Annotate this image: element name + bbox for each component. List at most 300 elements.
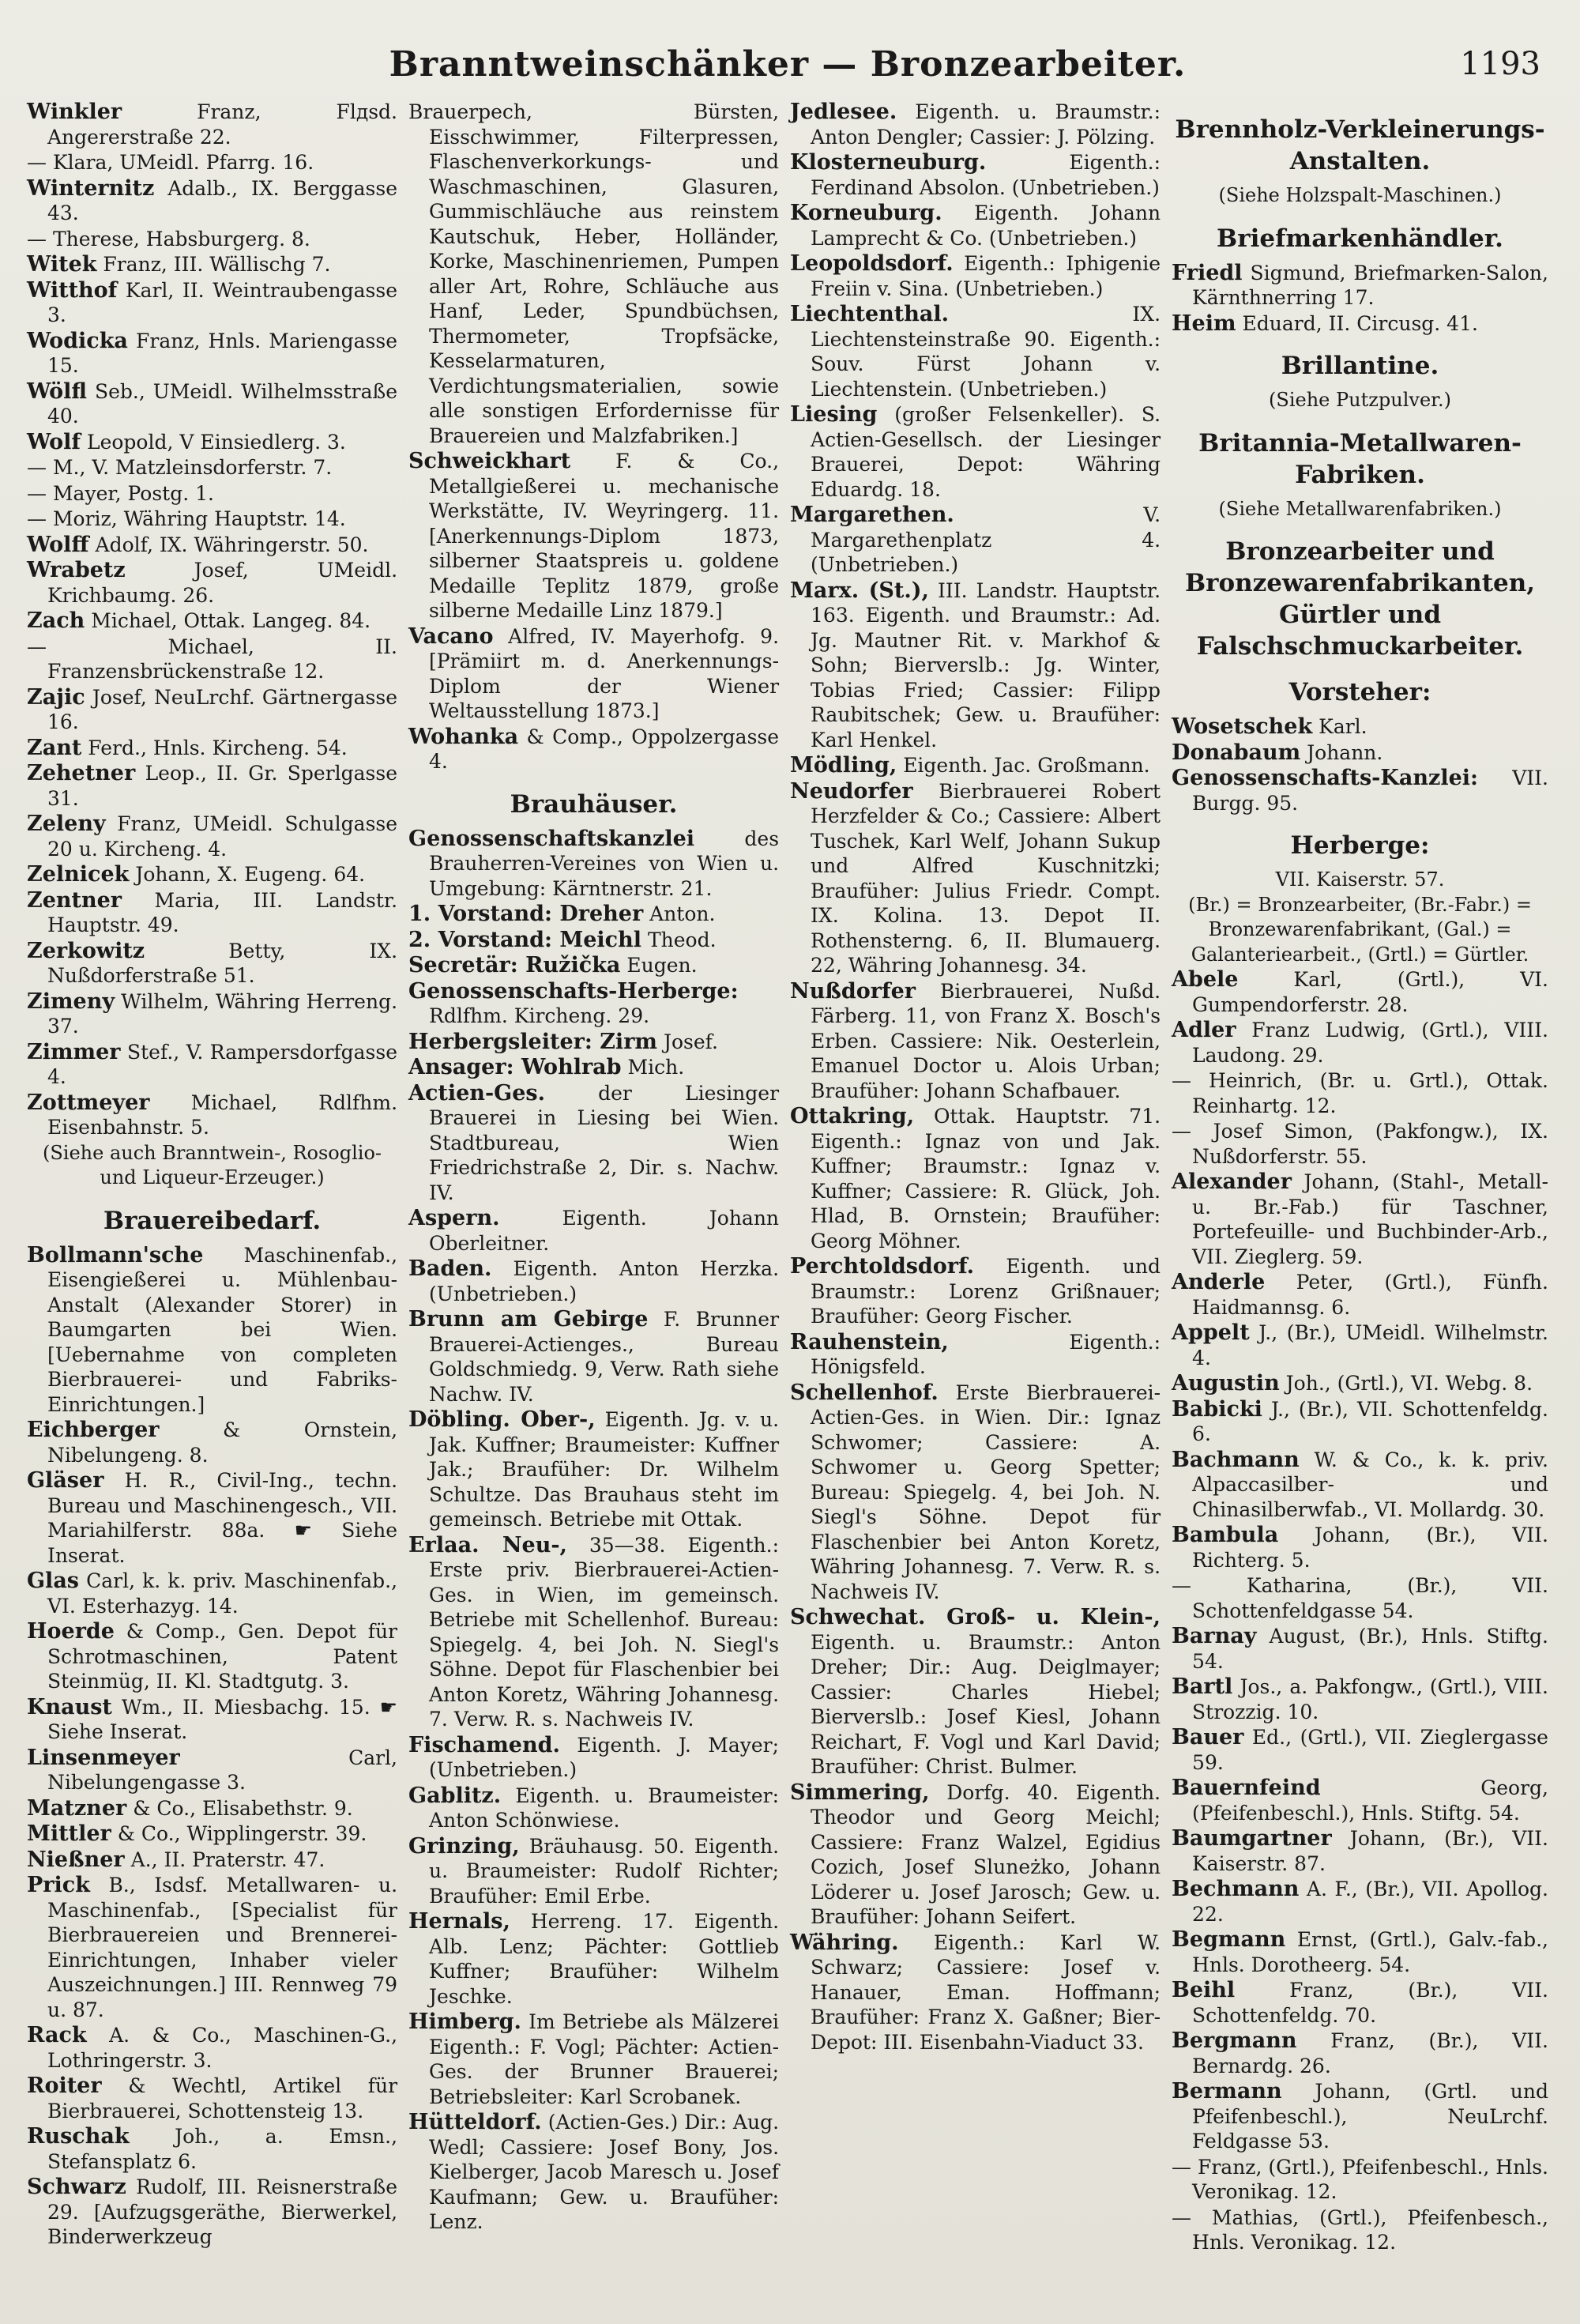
column-4 — [1172, 100, 1548, 2256]
column-1 — [27, 100, 397, 2256]
entry-name: 1. Vorstand: Dreher — [408, 902, 644, 926]
directory-entry — [1172, 1119, 1548, 1169]
entry-text: (Actien-Ges.) Dir.: Aug. Wedl; Cassiere: Josef Bony, Jos. Kielberger, Jacob Maresch u. Josef Kaufmann; Gew. u. Braufüher: Lenz. — [429, 2111, 780, 2233]
directory-entry — [1172, 967, 1548, 1017]
entry-text: VII. Burgg. 95. — [1192, 767, 1548, 815]
directory-entry — [1172, 2079, 1548, 2154]
entry-text: Eigenth. J. Mayer; (Unbetrieben.) — [429, 1733, 780, 1781]
entry-text: des Brauherren-Vereines von Wien u. Umgebung: Kärntnerstr. 21. — [429, 827, 780, 900]
directory-entry — [27, 989, 397, 1039]
directory-entry — [1172, 311, 1548, 337]
entry-name: Brunn am Gebirge — [408, 1307, 649, 1331]
directory-entry — [27, 761, 397, 811]
entry-name: Donabaum — [1172, 740, 1301, 765]
entry-name: Nießner — [27, 1847, 125, 1872]
section-heading: Briefmarkenhändler. — [1217, 224, 1503, 253]
entry-text: — Klara, UMeidl. Pfarrg. 16. — [27, 151, 314, 174]
entry-text: Rdlfhm. Kircheng. 29. — [429, 1004, 650, 1027]
directory-entry — [27, 1821, 397, 1847]
entry-text: Maschinenfab., Eisengießerei u. Mühlenbau-Anstalt (Alexander Storer) in Baumgarten bei Wien. [Uebernahme von completen Bierbrauerei- und Fabriks-Einrichtungen.] — [47, 1243, 398, 1416]
directory-entry — [408, 1081, 779, 1206]
entry-name: Zelnicek — [27, 862, 130, 887]
entry-name: Mödling, — [790, 753, 897, 778]
entry-name: Bartl — [1172, 1674, 1233, 1699]
entry-text: B., Isdsf. Metallwaren- u. Maschinenfab., [Specialist für Bierbrauereien und Brennerei-Einrichtungen, Inhaber vieler Auszeichnungen.] III. Rennweg 79 u. 87. — [47, 1874, 398, 2021]
entry-name: Liechtenthal. — [790, 302, 950, 326]
directory-entry — [27, 1695, 397, 1745]
directory-entry — [790, 251, 1161, 301]
entry-name: Wolff — [27, 532, 89, 557]
entry-text: Bierbrauerei Robert Herzfelder & Co.; Cassiere: Albert Tuschek, Karl Welf, Johann Sukup und Alfred Kuschnitzki; Braufüher: Julius Friedr. Compt. IX. Kolina. 13. Depot II. Rothensterng. 6, II. Blumauerg. 22, Währing Johannesg. 34. — [811, 779, 1161, 977]
entry-text: August, (Br.), Hnls. Stiftg. 54. — [1192, 1625, 1548, 1673]
entry-text: Franz Ludwig, (Grtl.), VIII. Laudong. 29. — [1192, 1019, 1548, 1067]
entry-name: Klosterneuburg. — [790, 150, 987, 175]
entry-name: Bauernfeind — [1172, 1776, 1321, 1800]
columns — [27, 100, 1548, 2256]
directory-entry — [27, 507, 397, 532]
directory-entry — [27, 252, 397, 277]
entry-name: Bauer — [1172, 1725, 1244, 1750]
entry-text: Johann, X. Eugeng. 64. — [135, 863, 366, 886]
entry-name: Gablitz. — [408, 1783, 502, 1808]
entry-text: & Co., Elisabethstr. 9. — [133, 1796, 353, 1820]
directory-entry — [27, 635, 397, 684]
entry-text: Karl. — [1319, 715, 1367, 738]
entry-text: (großer Felsenkeller). S. Actien-Gesellsch. der Liesinger Brauerei, Depot: Währing Eduardg. 18. — [811, 403, 1161, 501]
entry-text: Eigenth.: Iphigenie Freiin v. Sina. (Unbetrieben.) — [811, 252, 1161, 300]
entry-name: Augustin — [1172, 1371, 1280, 1396]
entry-name: Währing. — [790, 1930, 899, 1955]
directory-entry — [27, 329, 397, 379]
directory-entry — [1172, 2028, 1548, 2078]
entry-name: Genossenschafts-Herberge: — [408, 978, 739, 1004]
entry-text: Carl, Nibelungengasse 3. — [47, 1746, 398, 1794]
directory-entry — [27, 1468, 397, 1568]
entry-text: Rudolf, III. Reisnerstraße 29. [Aufzugsgeräthe, Bierwerkel, Binderwerkzeug — [47, 2175, 398, 2248]
entry-name: Hernals, — [408, 1909, 510, 1934]
directory-entry — [1172, 766, 1548, 815]
entry-name: Begmann — [1172, 1927, 1286, 1952]
directory-entry — [1172, 1448, 1548, 1523]
directory-entry — [408, 1533, 779, 1732]
entry-text: Adalb., IX. Berggasse 43. — [47, 176, 398, 224]
directory-entry — [27, 2074, 397, 2123]
entry-text: W. & Co., k. k. priv. Alpaccasilber- und Chinasilberwfab., VI. Mollardg. 30. — [1192, 1448, 1548, 1521]
entry-text: Leopold, V Einsiedlerg. 3. — [86, 430, 346, 454]
entry-name: Genossenschaftskanzlei — [408, 826, 695, 851]
directory-entry — [27, 227, 397, 252]
directory-entry — [27, 176, 397, 226]
entry-text: Ernst, (Grtl.), Galv.-fab., Hnls. Dorotheerg. 54. — [1192, 1928, 1548, 1976]
entry-text: IX. Liechtensteinstraße 90. Eigenth.: Souv. Fürst Johann v. Liechtenstein. (Unbetrieben.) — [811, 303, 1161, 401]
entry-text: Franz, (Br.), VII. Bernardg. 26. — [1192, 2029, 1548, 2077]
section-heading: Brillantine. — [1281, 352, 1439, 380]
entry-text: Eigenth.: Hönigsfeld. — [811, 1330, 1161, 1378]
directory-entry — [27, 481, 397, 507]
entry-text: Eigenth. u. Braumstr.: Anton Dengler; Cassier: J. Pölzing. — [811, 100, 1161, 149]
entry-name: Zajic — [27, 684, 85, 710]
directory-entry — [27, 278, 397, 328]
entry-name: Baden. — [408, 1256, 492, 1281]
entry-text: — Heinrich, (Br. u. Grtl.), Ottak. Reinhartg. 12. — [1172, 1069, 1548, 1117]
directory-entry — [408, 2009, 779, 2109]
entry-text: — Therese, Habsburgerg. 8. — [27, 227, 310, 250]
directory-entry — [408, 1256, 779, 1306]
directory-entry — [790, 402, 1161, 502]
entry-text: Ottak. Hauptstr. 71. Eigenth.: Ignaz von und Jak. Kuffner; Braumstr.: Ignaz v. Kuffner; Cassiere: R. Glück, Joh. Hlad, B. Ornstein; Braufüher: Georg Möhner. — [811, 1105, 1161, 1252]
entry-name: Beihl — [1172, 1978, 1236, 2002]
directory-entry — [27, 1090, 397, 1140]
directory-entry — [790, 302, 1161, 401]
directory-entry — [408, 902, 779, 927]
entry-text: — Moriz, Währing Hauptstr. 14. — [27, 507, 346, 530]
entry-name: Marx. (St.), — [790, 578, 929, 603]
entry-text: & Wechtl, Artikel für Bierbrauerei, Schottensteig 13. — [47, 2074, 398, 2122]
entry-name: Winkler — [27, 100, 122, 124]
entry-name: Babicki — [1172, 1396, 1262, 1422]
entry-text: Herreng. 17. Eigenth. Alb. Lenz; Pächter: Gottlieb Kuffner; Braufüher: Wilhelm Jeschke. — [429, 1910, 780, 2008]
entry-text: Franz, Hnls. Mariengasse 15. — [47, 329, 398, 377]
directory-entry — [1172, 1371, 1548, 1396]
directory-entry — [1172, 714, 1548, 740]
directory-entry — [790, 201, 1161, 250]
cross-reference-note: (Siehe Putzpulver.) — [1269, 389, 1451, 411]
directory-entry — [1172, 1320, 1548, 1370]
directory-entry — [1172, 261, 1548, 311]
directory-entry — [408, 1055, 779, 1080]
entry-name: Leopoldsdorf. — [790, 251, 954, 276]
entry-name: Friedl — [1172, 260, 1243, 285]
entry-name: Rack — [27, 2023, 87, 2047]
directory-entry — [790, 1605, 1161, 1780]
entry-text: Franz, UMeidl. Schulgasse 20 u. Kircheng. 4. — [47, 812, 398, 861]
entry-name: Adler — [1172, 1018, 1236, 1042]
section-heading: Britannia-Metallwaren-Fabriken. — [1198, 428, 1522, 489]
entry-name: Schwechat. Groß- u. Klein-, — [790, 1605, 1161, 1629]
entry-name: Heim — [1172, 311, 1236, 336]
entry-name: Genossenschafts-Kanzlei: — [1172, 766, 1478, 790]
entry-text: Eduard, II. Circusg. 41. — [1242, 311, 1478, 335]
directory-entry — [1172, 1270, 1548, 1320]
directory-entry — [27, 888, 397, 938]
directory-entry — [27, 1569, 397, 1618]
entry-text: Johann, (Br.), VII. Richterg. 5. — [1192, 1524, 1548, 1572]
directory-entry — [1172, 1018, 1548, 1068]
entry-text: Joh., (Grtl.), VI. Webg. 8. — [1285, 1372, 1533, 1395]
directory-entry — [1172, 1725, 1548, 1775]
entry-continuation: Brauerpech, Bürsten, Eisschwimmer, Filterpressen, Flaschenverkorkungs- und Waschmaschinen, Glasuren, Gummischläuche aus reinstem Kautschuk, Heber, Holländer, Korke, Maschinenriemen, Pumpen aller Art, Rohre, Schläuche aus Hanf, Leder, Spundbüchsen, Thermometer, Tropfsäcke, Kesselarmaturen, Verdichtungsmaterialien, sowie alle sonstigen Erfordernisse für Brauereien und Malzfabriken.] — [408, 100, 780, 447]
entry-name: Margarethen. — [790, 503, 954, 527]
directory-entry — [27, 862, 397, 887]
entry-text: Eigenth. u. Braumeister: Anton Schönwiese. — [429, 1783, 780, 1832]
entry-name: Anderle — [1172, 1270, 1266, 1294]
entry-name: Jedlesee. — [790, 100, 897, 124]
entry-text: Karl, II. Weintraubengasse 3. — [47, 278, 398, 326]
entry-text: Eigenth.: Ferdinand Absolon. (Unbetrieben.) — [811, 151, 1161, 199]
entry-text: Eigenth. Johann Oberleitner. — [429, 1207, 780, 1255]
entry-text: Erste Bierbrauerei-Actien-Ges. in Wien. Dir.: Ignaz Schwomer; Cassiere: A. Schwomer u. Georg Spetter; Bureau: Spiegelg. 4, bei Joh. N. Siegl's Söhne. Depot für Flaschenbier bei Anton Koretz, Währing Johannesg. 7. Verw. R. s. Nachweis IV. — [811, 1380, 1161, 1603]
entry-text: Johann, (Stahl-, Metall- u. Br.-Fab.) für Taschner, Portefeuille- und Buchbinder-Arb., VII. Zieglerg. 59. — [1192, 1170, 1548, 1268]
entry-name: Matzner — [27, 1795, 127, 1821]
directory-entry — [408, 1030, 779, 1055]
entry-name: Bollmann'sche — [27, 1242, 204, 1267]
entry-text: Karl, (Grtl.), VI. Gumpendorferstr. 28. — [1192, 968, 1548, 1016]
entry-name: Ruschak — [27, 2124, 130, 2149]
directory-entry — [790, 779, 1161, 978]
entry-text: — Mathias, (Grtl.), Pfeifenbesch., Hnls. Veronikag. 12. — [1172, 2205, 1548, 2254]
entry-text: Franz, III. Wällischg 7. — [103, 253, 331, 276]
entry-name: Ottakring, — [790, 1104, 915, 1128]
entry-text: III. Landstr. Hauptstr. 163. Eigenth. und Braumstr.: Ad. Jg. Mautner Rit. v. Markhof & Sohn; Bierverslb.: Jg. Winter, Tobias Fried; Cassier: Filipp Raubitschek; Gew. u. Braufüher: Karl Henkel. — [811, 578, 1161, 751]
directory-entry — [408, 725, 779, 774]
directory-entry — [27, 939, 397, 989]
entry-name: Aspern. — [408, 1206, 500, 1230]
directory-entry — [408, 624, 779, 724]
entry-name: Zant — [27, 735, 82, 760]
entry-name: Korneuburg. — [790, 201, 942, 225]
entry-name: Zehetner — [27, 761, 136, 785]
directory-entry — [27, 812, 397, 861]
entry-name: Bergmann — [1172, 2028, 1297, 2053]
entry-name: Nußdorfer — [790, 978, 916, 1004]
directory-entry — [1172, 1978, 1548, 2028]
directory-entry — [1172, 1397, 1548, 1447]
entry-name: Prick — [27, 1873, 90, 1897]
directory-entry — [27, 685, 397, 735]
directory-entry — [408, 1407, 779, 1532]
directory-entry — [27, 1619, 397, 1694]
directory-entry — [27, 1746, 397, 1795]
directory-entry — [1172, 2155, 1548, 2205]
entry-name: Zeleny — [27, 812, 106, 836]
directory-entry — [790, 1104, 1161, 1253]
directory-entry — [408, 1909, 779, 2009]
entry-name: Linsenmeyer — [27, 1745, 180, 1770]
entry-name: Witthof — [27, 277, 118, 303]
entry-name: Himberg. — [408, 2009, 521, 2034]
directory-entry — [790, 1930, 1161, 2055]
page-header — [27, 44, 1548, 92]
entry-name: Secretär: Ružička — [408, 953, 621, 977]
section-heading: Bronzearbeiter und Bronzewarenfabrikanten, Gürtler und Falschschmuckarbeiter. — [1184, 537, 1536, 661]
directory-entry — [408, 827, 779, 902]
directory-entry — [27, 1418, 397, 1467]
entry-text: — M., V. Matzleinsdorferstr. 7. — [27, 456, 333, 479]
directory-entry — [27, 1848, 397, 1873]
directory-entry — [790, 503, 1161, 578]
directory-entry — [1172, 1573, 1548, 1623]
entry-text: Johann, (Br.), VII. Kaiserstr. 87. — [1192, 1827, 1548, 1875]
directory-entry — [27, 533, 397, 558]
directory-entry — [1172, 1826, 1548, 1876]
directory-entry — [27, 736, 397, 761]
section-heading: Brauhäuser. — [510, 789, 678, 819]
directory-entry — [27, 455, 397, 480]
directory-entry — [27, 2124, 397, 2174]
entry-name: Ansager: Wohlrab — [408, 1055, 622, 1079]
entry-text: Eigenth. Anton Herzka. (Unbetrieben.) — [429, 1257, 780, 1305]
entry-text: A. & Co., Maschinen-G., Lothringerstr. 3. — [47, 2024, 398, 2072]
cross-reference-note: VII. Kaiserstr. 57. — [1275, 868, 1445, 891]
entry-text: — Josef Simon, (Pakfongw.), IX. Nußdorferstr. 55. — [1172, 1120, 1548, 1168]
entry-name: Winternitz — [27, 175, 155, 201]
entry-text: A., II. Praterstr. 47. — [130, 1848, 325, 1871]
cross-reference-note: (Br.) = Bronzearbeiter, (Br.-Fabr.) = Bronzewarenfabrikant, (Gal.) = Galanteriearbeit., (Grtl.) = Gürtler. — [1188, 893, 1532, 966]
entry-name: Erlaa. Neu-, — [408, 1532, 567, 1557]
entry-text: Michael, Rdlfhm. Eisenbahnstr. 5. — [47, 1090, 398, 1139]
entry-text: F. & Co., Metallgießerei u. mechanische Werkstätte, IV. Weyringerg. 11. [Anerkennungs-Diplom 1873, silberner Staatspreis u. goldene Medaille Teplitz 1879, große silberne Medaille Linz 1879.] — [429, 450, 780, 622]
entry-text: Ed., (Grtl.), VII. Zieglergasse 59. — [1192, 1726, 1548, 1774]
directory-entry — [27, 558, 397, 608]
entry-name: Appelt — [1172, 1320, 1250, 1345]
entry-text: Sigmund, Briefmarken-Salon, Kärnthnerring 17. — [1192, 261, 1548, 309]
entry-name: Schwarz — [27, 2175, 126, 2199]
entry-name: Grinzing, — [408, 1833, 520, 1859]
directory-entry — [27, 379, 397, 429]
entry-text: Eigenth. und Braumstr.: Lorenz Grißnauer; Braufüher: Georg Fischer. — [811, 1255, 1161, 1328]
entry-text: Alfred, IV. Mayerhofg. 9. [Prämiirt m. d. Anerkennungs-Diplom der Wiener Weltausstellung 1873.] — [429, 624, 780, 722]
directory-entry — [408, 1307, 779, 1407]
entry-text: Dorfg. 40. Eigenth. Theodor und Georg Meichl; Cassiere: Franz Walzel, Egidius Cozich, Josef Sluneżko, Johann Löderer u. Josef Jarosch; Gew. u. Braufüher: Johann Seifert. — [811, 1780, 1161, 1928]
directory-entry — [1172, 1170, 1548, 1269]
directory-entry — [1172, 2205, 1548, 2255]
entry-text: Betty, IX. Nußdorferstraße 51. — [47, 939, 398, 987]
entry-text: Bräuhausg. 50. Eigenth. u. Braumeister: Rudolf Richter; Braufüher: Emil Erbe. — [429, 1834, 780, 1908]
entry-text: Joh., a. Emsn., Stefansplatz 6. — [47, 2125, 398, 2173]
directory-entry — [1172, 740, 1548, 766]
entry-name: Wrabetz — [27, 558, 126, 582]
entry-text: Theod. — [647, 928, 717, 951]
directory-entry — [27, 1873, 397, 2022]
entry-text: Josef, NeuLrchf. Gärtnergasse 16. — [47, 685, 398, 733]
entry-name: Zimmer — [27, 1039, 121, 1064]
directory-entry — [27, 1243, 397, 1418]
directory-entry — [27, 430, 397, 455]
directory-entry — [408, 979, 779, 1029]
entry-name: Zach — [27, 608, 85, 633]
directory-entry — [27, 2175, 397, 2250]
entry-text: F. Brunner Brauerei-Actienges., Bureau Goldschmiedg. 9, Verw. Rath siehe Nachw. IV. — [429, 1308, 780, 1406]
entry-name: Barnay — [1172, 1624, 1257, 1648]
entry-name: Perchtoldsdorf. — [790, 1254, 975, 1279]
entry-name: Abele — [1172, 967, 1239, 992]
entry-text: Johann, (Grtl. und Pfeifenbeschl.), NeuLrchf. Feldgasse 53. — [1192, 2080, 1548, 2153]
entry-text: Jos., a. Pakfongw., (Grtl.), VIII. Strozzig. 10. — [1192, 1675, 1548, 1723]
directory-entry — [27, 1796, 397, 1821]
directory-entry — [27, 100, 397, 149]
entry-text: Bierbrauerei, Nußd. Färberg. 11, von Franz X. Bosch's Erben. Cassiere: Nik. Oesterlein, Emanuel Doctor u. Alois Urban; Braufüher: Johann Schafbauer. — [811, 979, 1161, 1102]
entry-text: A. F., (Br.), VII. Apollog. 22. — [1192, 1878, 1548, 1926]
entry-name: Bechmann — [1172, 1877, 1300, 1901]
entry-name: Rauhenstein, — [790, 1329, 949, 1354]
directory-entry — [408, 953, 779, 978]
entry-name: Roiter — [27, 2074, 102, 2098]
directory-entry — [27, 1040, 397, 1090]
directory-entry — [27, 608, 397, 634]
section-heading: Vorsteher: — [1288, 678, 1431, 706]
directory-entry — [1172, 1927, 1548, 1977]
entry-name: Liesing — [790, 402, 878, 427]
entry-text: Eigenth. Jac. Großmann. — [903, 754, 1150, 777]
entry-name: Vacano — [408, 623, 494, 649]
entry-text: Franz, (Br.), VII. Schottenfeldg. 70. — [1192, 1979, 1548, 2027]
cross-reference-note: (Siehe auch Branntwein-, Rosoglio- und Liqueur-Erzeuger.) — [42, 1141, 382, 1188]
entry-name: Schweickhart — [408, 449, 571, 473]
directory-entry — [790, 1254, 1161, 1329]
directory-entry — [1172, 1068, 1548, 1118]
entry-name: Bambula — [1172, 1523, 1279, 1547]
directory-entry — [790, 578, 1161, 753]
entry-text: Franz, Flдsd. Angererstraße 22. — [47, 100, 398, 149]
entry-text: Wilhelm, Währing Herreng. 37. — [47, 989, 398, 1038]
entry-text: Eigenth. Johann Lamprecht & Co. (Unbetrieben.) — [811, 202, 1161, 250]
entry-name: Wolf — [27, 429, 81, 454]
entry-text: Maria, III. Landstr. Hauptstr. 49. — [47, 888, 398, 936]
directory-entry — [408, 1783, 779, 1833]
entry-text: Eigenth. u. Braumstr.: Anton Dreher; Dir.: Aug. Deiglmayer; Cassier: Charles Hiebel; Bierverslb.: Josef Kiesl, Johann Reichart, F. Vogl und Karl David; Braufüher: Christ. Bulmer. — [811, 1630, 1161, 1778]
entry-name: Alexander — [1172, 1170, 1292, 1194]
section-heading: Herberge: — [1290, 831, 1430, 860]
entry-name: Herbergsleiter: Zirm — [408, 1029, 657, 1054]
entry-text: — Michael, II. Franzensbrückenstraße 12. — [27, 635, 398, 683]
directory-entry — [408, 1206, 779, 1256]
entry-text: Eugen. — [626, 954, 698, 977]
entry-name: Zerkowitz — [27, 938, 145, 963]
directory-entry — [408, 1834, 779, 1909]
entry-text: Im Betriebe als Mälzerei Eigenth.: F. Vogl; Pächter: Actien-Ges. der Brunner Brauerei; Betriebsleiter: Karl Scrobanek. — [429, 2010, 780, 2108]
entry-name: Bermann — [1172, 2079, 1282, 2104]
entry-name: Zentner — [27, 887, 122, 913]
entry-name: 2. Vorstand: Meichl — [408, 927, 641, 952]
directory-entry — [790, 1380, 1161, 1605]
entry-name: Wodicka — [27, 328, 128, 353]
entry-text: Eigenth.: Karl W. Schwarz; Cassiere: Josef v. Hanauer, Eman. Hoffmann; Braufüher: Franz X. Gaßner; Bier-Depot: III. Eisenbahn-Viaduct 33. — [811, 1930, 1161, 2054]
entry-text: V. Margarethenplatz 4. (Unbetrieben.) — [811, 503, 1161, 576]
directory-entry — [27, 2023, 397, 2073]
page-number: 1193 — [1460, 46, 1540, 82]
entry-text: 35—38. Eigenth.: Erste priv. Bierbrauerei-Actien-Ges. in Wien, im gemeinsch. Betriebe mit Schellenhof. Bureau: Spiegelg. 4, bei Joh. N. Siegl's Söhne. Depot für Flaschenbier bei Anton Koretz, Währing Johannesg. 7. Verw. R. s. Nachweis IV. — [429, 1533, 780, 1731]
entry-name: Witek — [27, 252, 97, 277]
entry-text: der Liesinger Brauerei in Liesing bei Wien. Stadtbureau, Wien Friedrichstraße 2, Dir. s. Nachw. IV. — [429, 1081, 780, 1204]
entry-name: Hütteldorf. — [408, 2110, 542, 2134]
entry-text: & Comp., Gen. Depot für Schrotmaschinen, Patent Steinmüg, II. Kl. Stadtgutg. 3. — [47, 1620, 398, 1693]
entry-text: Adolf, IX. Währingerstr. 50. — [95, 533, 369, 556]
entry-text: J., (Br.), VII. Schottenfeldg. 6. — [1192, 1397, 1548, 1445]
entry-name: Wosetschek — [1172, 714, 1313, 739]
cross-reference-note: (Siehe Metallwarenfabriken.) — [1218, 497, 1502, 520]
section-heading: Brennholz-Verkleinerungs-Anstalten. — [1175, 115, 1545, 175]
entry-text: Georg, (Pfeifenbeschl.), Hnls. Stiftg. 54. — [1192, 1776, 1548, 1825]
directory-entry — [27, 150, 397, 175]
directory-entry — [790, 100, 1161, 149]
directory-entry — [408, 449, 779, 623]
entry-name: Gläser — [27, 1468, 104, 1493]
directory-entry — [408, 1733, 779, 1783]
entry-text: Stef., V. Rampersdorfgasse 4. — [47, 1040, 398, 1088]
entry-name: Baumgartner — [1172, 1826, 1332, 1851]
entry-text: Seb., UMeidl. Wilhelmsstraße 40. — [47, 379, 398, 428]
entry-text: Leop., II. Gr. Sperlgasse 31. — [47, 762, 398, 810]
entry-name: Wohanka — [408, 724, 519, 749]
section-heading: Brauereibedarf. — [103, 1206, 322, 1235]
entry-name: Mittler — [27, 1821, 111, 1846]
entry-name: Eichberger — [27, 1418, 160, 1442]
directory-entry — [1172, 1877, 1548, 1927]
entry-name: Neudorfer — [790, 778, 913, 804]
entry-name: Fischamend. — [408, 1732, 560, 1757]
directory-entry — [408, 928, 779, 953]
entry-name: Wölfl — [27, 379, 88, 404]
